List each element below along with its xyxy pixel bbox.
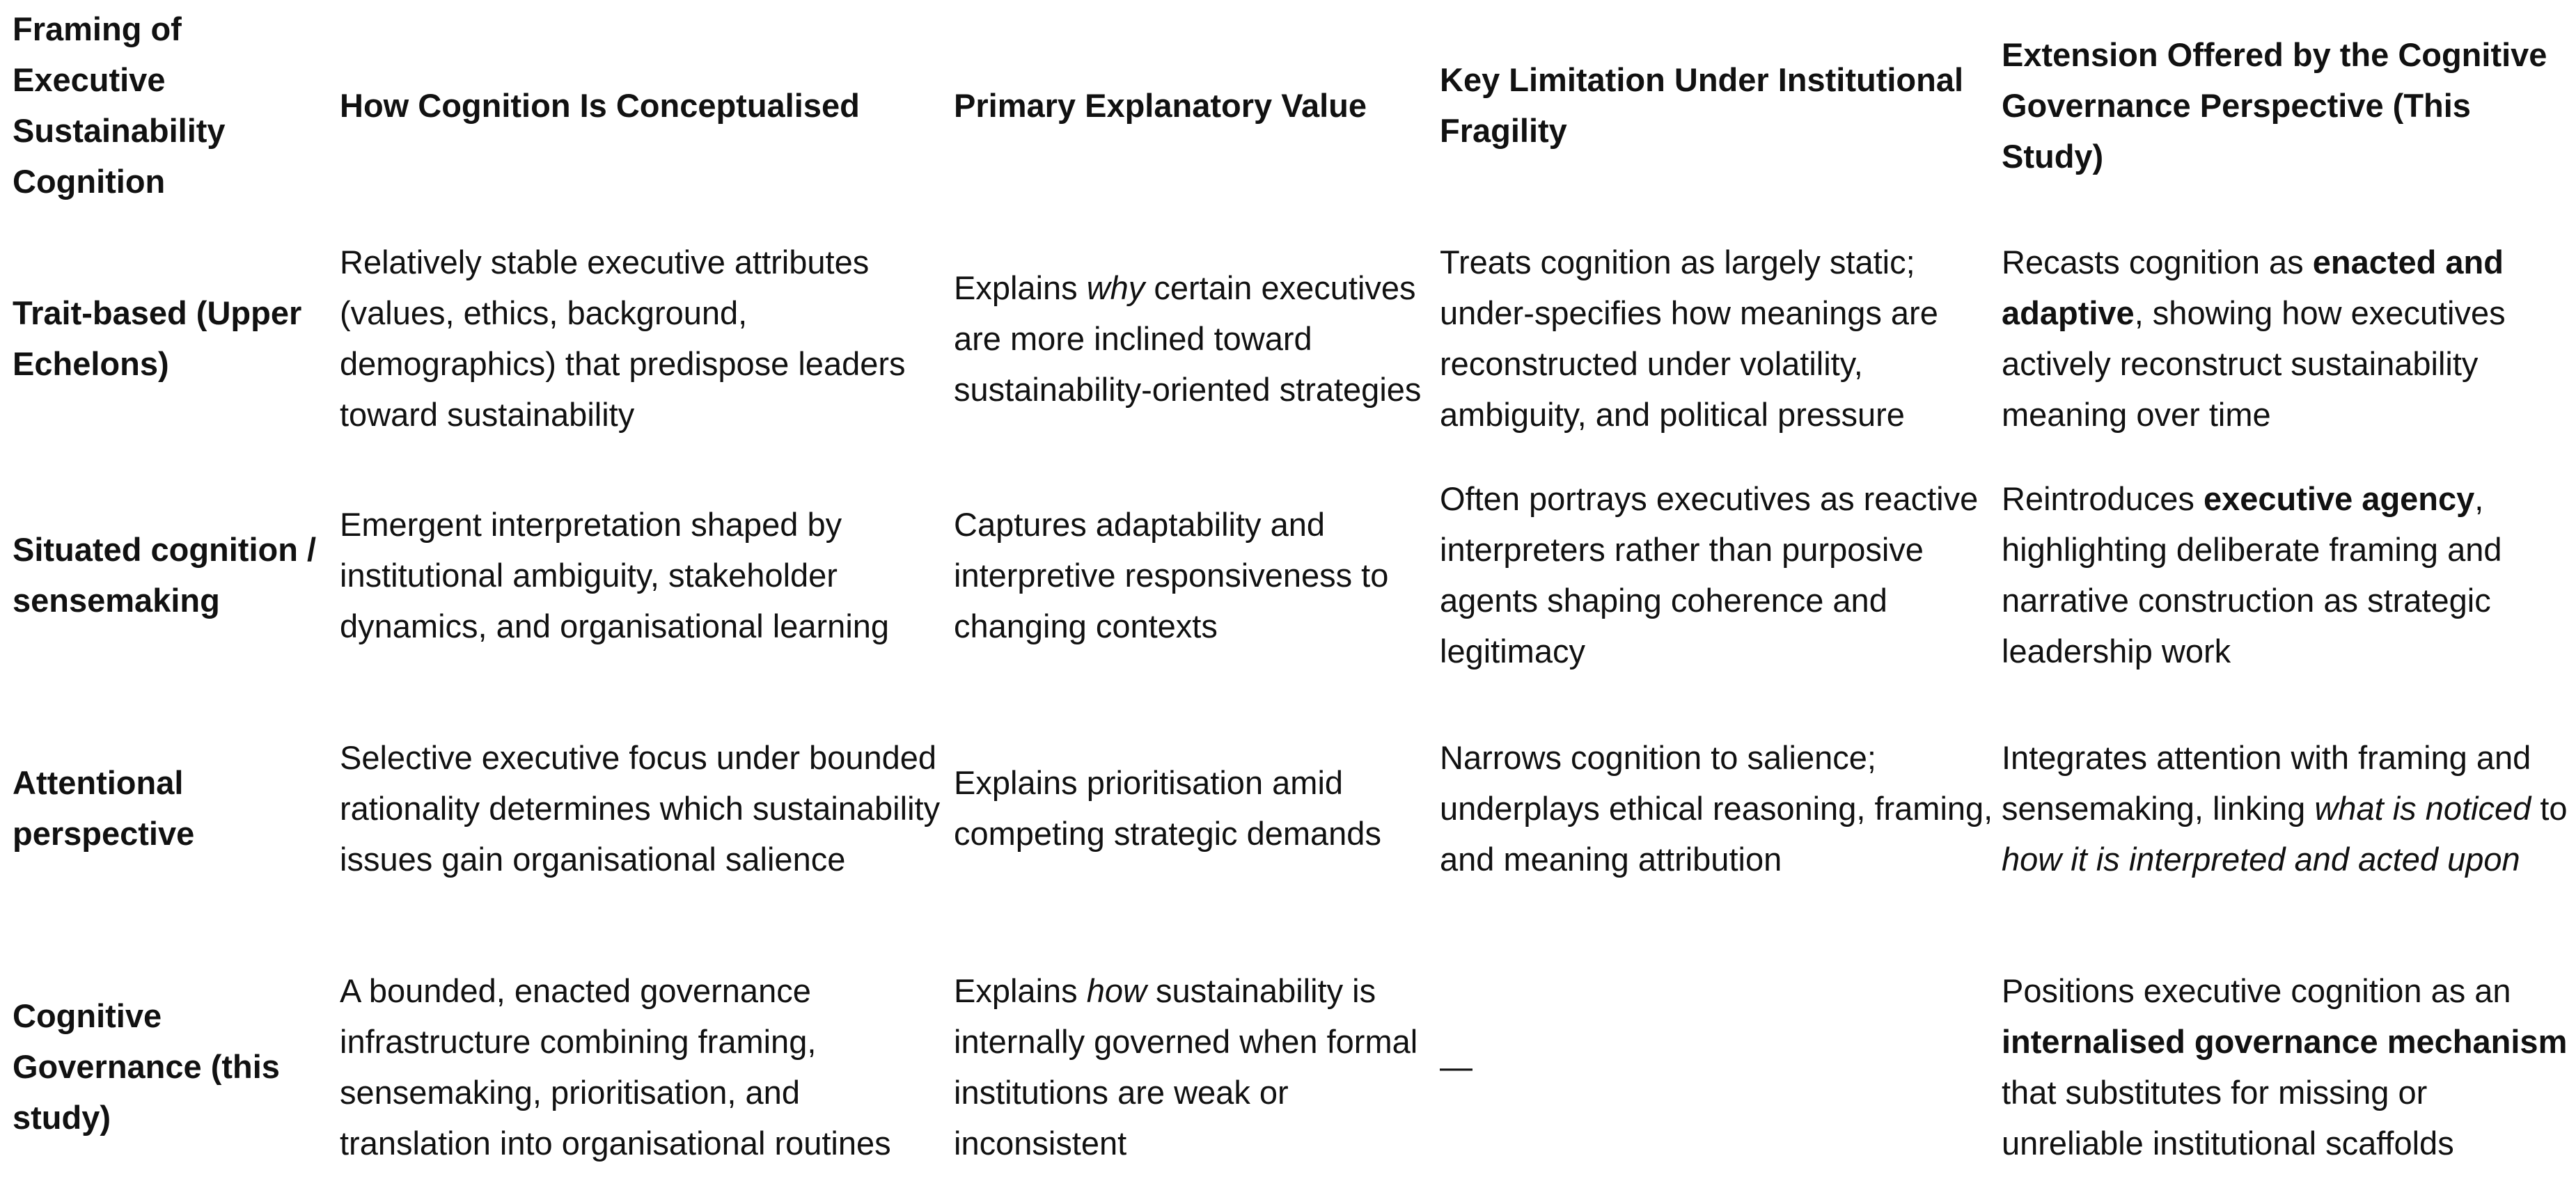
row-limitation: Treats cognition as largely static; under-specifies how meanings are reconstructed under volatility, ambiguity, and political pressure	[1440, 244, 1938, 433]
table-header-row	[0, 3, 2576, 207]
table-row	[0, 237, 2576, 440]
row-conceptualised: Emergent interpretation shaped by institutional ambiguity, stakeholder dynamics, and organisational learning	[340, 505, 890, 644]
row-value: Explains how sustainability is internally governed when formal institutions are weak or inconsistent	[954, 972, 1418, 1162]
header-value: Primary Explanatory Value	[954, 86, 1367, 124]
row-framing: Situated cognition / sensemaking	[13, 531, 317, 619]
header-limitation: Key Limitation Under Institutional Fragility	[1440, 61, 1964, 149]
row-conceptualised: Relatively stable executive attributes (values, ethics, background, demographics) that predispose leaders toward sustainability	[340, 244, 906, 433]
row-limitation: Often portrays executives as reactive interpreters rather than purposive agents shaping coherence and legitimacy	[1440, 480, 1979, 670]
row-extension: Positions executive cognition as an internalised governance mechanism that substitutes for missing or unreliable institutional scaffolds	[2002, 972, 2568, 1162]
table-row	[0, 940, 2576, 1194]
row-limitation: Narrows cognition to salience; underplays ethical reasoning, framing, and meaning attribution	[1440, 738, 1993, 878]
row-extension: Integrates attention with framing and sensemaking, linking what is noticed to how it is interpreted and acted upon	[2002, 738, 2568, 878]
row-conceptualised: A bounded, enacted governance infrastructure combining framing, sensemaking, prioritisation, and translation into organisational routines	[340, 972, 891, 1162]
row-framing: Trait-based (Upper Echelons)	[13, 294, 302, 382]
row-value: Captures adaptability and interpretive responsiveness to changing contexts	[954, 505, 1389, 644]
table-row	[0, 473, 2576, 676]
emphasis-text: what is noticed	[2314, 789, 2531, 827]
row-conceptualised: Selective executive focus under bounded rationality determines which sustainability issues gain organisational salience	[340, 738, 941, 878]
header-framing: Framing of Executive Sustainability Cognition	[13, 10, 226, 200]
strong-text: executive agency	[2204, 480, 2475, 517]
header-conceptualised: How Cognition Is Conceptualised	[340, 86, 860, 124]
table-row	[0, 706, 2576, 910]
row-limitation: —	[1440, 1048, 1472, 1085]
row-framing: Attentional perspective	[13, 764, 195, 852]
strong-text: enacted and adaptive	[2002, 244, 2504, 331]
row-value: Explains prioritisation amid competing strategic demands	[954, 764, 1381, 852]
row-value: Explains why certain executives are more inclined toward sustainability-oriented strategies	[954, 269, 1422, 408]
header-extension: Extension Offered by the Cognitive Governance Perspective (This Study)	[2002, 35, 2547, 175]
row-framing: Cognitive Governance (this study)	[13, 997, 280, 1136]
emphasis-text: how it is interpreted and acted upon	[2002, 840, 2520, 878]
row-extension: Recasts cognition as enacted and adaptive, showing how executives actively reconstruct sustainability meaning over time	[2002, 244, 2506, 433]
emphasis-text: why	[1086, 269, 1145, 306]
strong-text: internalised governance mechanism	[2002, 1022, 2568, 1060]
row-extension: Reintroduces executive agency, highlighting deliberate framing and narrative construction as strategic leadership work	[2002, 480, 2502, 670]
emphasis-text: how	[1086, 972, 1147, 1009]
